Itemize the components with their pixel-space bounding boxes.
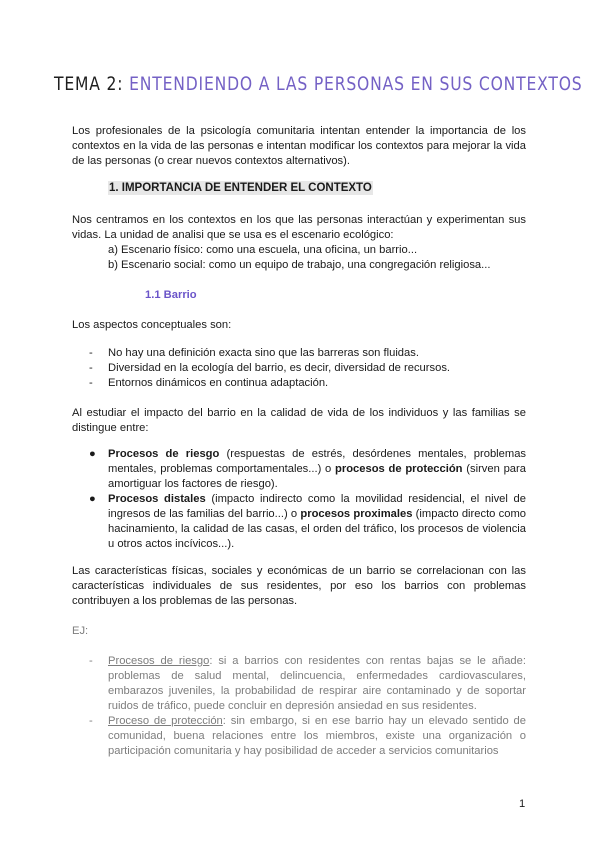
aspect-text: Entornos dinámicos en continua adaptación. [108,377,329,389]
impact-intro: Al estudiar el impacto del barrio en la calidad de vida de los individuos y las familias se distingue entre: [72,407,526,434]
bullet-dot-icon: ● [89,493,96,505]
page-number: 1 [519,798,526,810]
example-body: : si a barrios con residentes con rentas bajas se le añade: problemas de salud mental, delincuencia, enfermedades cardiovasculares, embarazos juveniles, la probabilidad de respirar aire contaminado y de soportar ruidos de tráfico, puede concluir en depresión ansiedad en sus residentes. [108,655,526,712]
closing-paragraph: Las características físicas, sociales y económicas de un barrio se correlacionan con las características individuales de sus residentes, por eso los barrios con problemas contribuyen a los problemas de las personas. [72,565,526,607]
term-procesos-proteccion: procesos de protección [335,463,463,475]
scenario-item: a) Escenario físico: como una escuela, una oficina, un barrio... [108,244,418,256]
dash-marker: - [89,655,93,667]
bullet-text [108,492,526,552]
bullet-text-part: (sirven para amortiguar los factores de riesgo). [108,463,526,490]
bullet-dot-icon: ● [89,448,96,460]
term-procesos-proximales: procesos proximales [300,508,413,520]
subsection-heading-barrio: 1.1 Barrio [145,289,197,301]
example-text [108,714,526,759]
dash-marker: - [89,715,93,727]
dash-marker: - [89,362,93,374]
bullet-text [108,447,526,492]
section-heading-1: 1. IMPORTANCIA DE ENTENDER EL CONTEXTO [109,182,372,194]
term-procesos-riesgo: Procesos de riesgo [108,448,220,460]
example-label: EJ: [72,625,89,637]
bullet-text-part: (impacto indirecto como la movilidad residencial, el nivel de ingresos de las familias del barrio...) o [108,493,526,520]
example-body: : sin embargo, si en ese barrio hay un elevado sentido de comunidad, buena relaciones entre los miembros, existe una organización o participación comunitaria y hay posibilidad de acceder a servicios comunitarios [108,715,526,757]
aspects-intro: Los aspectos conceptuales son: [72,319,232,331]
bullet-text-part: (impacto directo como hacinamiento, la calidad de las casas, el orden del tráfico, los procesos de violencia u otros actos incívicos...). [108,508,526,550]
example-term: Procesos de riesgo [108,655,210,667]
title-main: ENTENDIENDO A LAS PERSONAS EN SUS CONTEXTOS [129,73,583,95]
dash-marker: - [89,347,93,359]
section1-paragraph: Nos centramos en los contextos en los que las personas interactúan y experimentan sus vidas. La unidad de analisi que se usa es el escenario ecológico: [72,214,526,241]
dash-marker: - [89,377,93,389]
bullet-text-part: (respuestas de estrés, desórdenes mentales, problemas mentales, problemas comportamentales...) o [108,448,527,475]
title-prefix: TEMA 2: [54,73,130,95]
example-term: Proceso de protección [108,715,223,727]
term-procesos-distales: Procesos distales [108,493,206,505]
aspect-text: Diversidad en la ecología del barrio, es decir, diversidad de recursos. [108,362,451,374]
example-text [108,654,526,714]
scenario-item: b) Escenario social: como un equipo de trabajo, una congregación religiosa... [108,259,491,271]
page-title [54,73,583,95]
intro-paragraph: Los profesionales de la psicología comunitaria intentan entender la importancia de los contextos en la vida de las personas e intentan modificar los contextos para mejorar la vida de las personas (o crear nuevos contextos alternativos). [72,125,526,167]
aspect-text: No hay una definición exacta sino que las barreras son fluidas. [108,347,419,359]
